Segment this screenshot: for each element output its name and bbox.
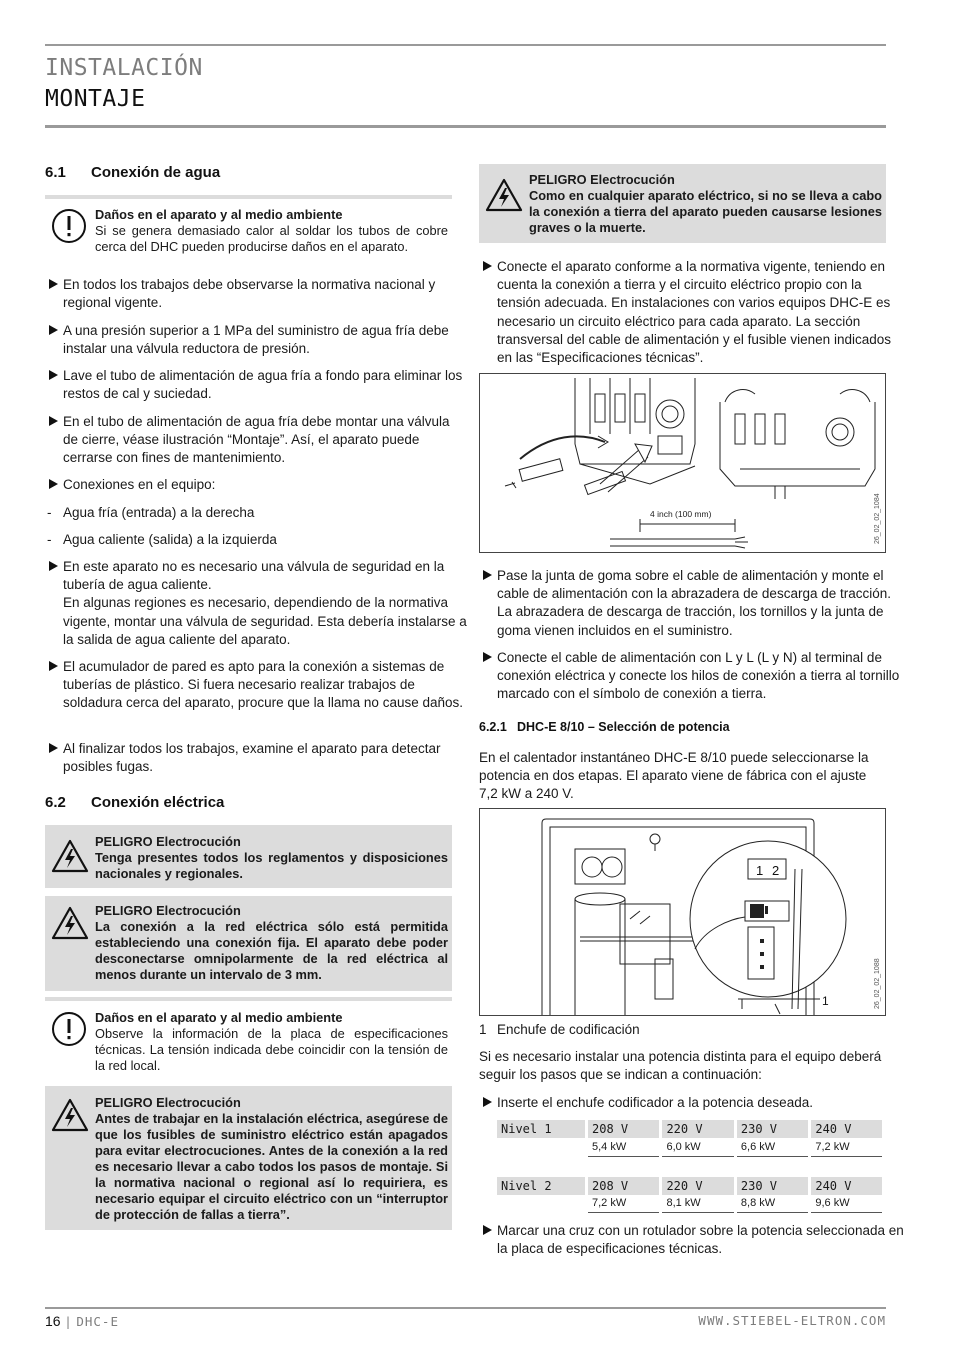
voltage-cell: 240 V: [810, 1177, 882, 1195]
list-item-dash: - Agua fría (entrada) a la derecha: [47, 505, 255, 520]
list-item: Inserte el enchufe codificador a la potencia deseada.: [479, 1094, 904, 1112]
list-item: Conecte el aparato conforme a la normativa vigente, teniendo en cuenta la conexión a tierra y el circuito eléctrico propio con la tensión adecuada. En instalaciones con varios equipos DHC-E es necesario un circuito eléctrico para cada aparato. La sección transversal del cable de alimentación y el fusible vienen indicados en las “Especificaciones técnicas”.: [479, 258, 904, 367]
power-cell: 7,2 kW: [810, 1138, 882, 1156]
arrow-bullet-icon: [49, 561, 58, 571]
list-item: El acumulador de pared es apto para la conexión a sistemas de tuberías de plástico. Si fuera necesario realizar trabajos de soldadura cerca del aparato, procure que la llama no cause daños.: [45, 658, 468, 713]
power-cell: 6,6 kW: [735, 1138, 809, 1156]
voltage-cell: 208 V: [587, 1177, 661, 1195]
list-item: Marcar una cruz con un rotulador sobre la potencia seleccionada en la placa de especificaciones técnicas.: [479, 1222, 904, 1258]
power-cell: 6,0 kW: [661, 1138, 735, 1156]
section-title: Conexión de agua: [91, 164, 221, 181]
voltage-cell: 220 V: [661, 1120, 735, 1138]
voltage-cell: 208 V: [587, 1120, 661, 1138]
header-bottom-rule: [45, 125, 886, 128]
arrow-bullet-icon: [49, 743, 58, 753]
arrow-bullet-icon: [49, 279, 58, 289]
list-item: Conecte el cable de alimentación con L y L (L y N) al terminal de conexión eléctrica y conecte los hilos de conexión a tierra al tornillo marcado con el símbolo de conexión a tierra.: [479, 649, 904, 704]
paragraph: Si es necesario instalar una potencia distinta para el equipo deberá seguir los pasos que se indican a continuación:: [479, 1049, 882, 1083]
footer-rule: [45, 1307, 886, 1309]
warning-title: PELIGRO Electrocución: [529, 172, 675, 187]
arrow-bullet-icon: [483, 570, 492, 580]
arrow-bullet-icon: [49, 416, 58, 426]
list-item: Al finalizar todos los trabajos, examine el aparato para detectar posibles fugas.: [45, 740, 468, 776]
warning-text: Antes de trabajar en la instalación eléctrica, asegúrese de que los fusibles de suministro eléctrico están apagados para evitar electrocuciones. Antes de la conexión a la red es necesario llevar a cabo todos los pasos de montaje. Si la normativa nacional o regional así lo requiriera, es necesario equipar el circuito eléctrico con un “interruptor de protección de fallas a tierra”.: [95, 1111, 448, 1222]
notice-box: [45, 195, 452, 259]
warning-box: [45, 896, 452, 991]
notice-title: Daños en el aparato y al medio ambiente: [95, 1010, 343, 1025]
power-selection-illustration: [480, 809, 885, 1015]
warning-box: [479, 164, 886, 243]
legend-text: Enchufe de codificación: [497, 1022, 640, 1037]
page-number: 16: [45, 1313, 61, 1329]
warning-title: PELIGRO Electrocución: [95, 1095, 241, 1110]
notice-box: [45, 997, 452, 1072]
list-item: Pase la junta de goma sobre el cable de alimentación y monte el cable de alimentación con la abrazadera de descarga de tracción. La abrazadera de descarga de tracción, los tornillos y la junta de goma vienen incluidos en el suministro.: [479, 567, 904, 640]
arrow-bullet-icon: [483, 652, 492, 662]
arrow-bullet-icon: [483, 261, 492, 271]
paragraph: En el calentador instantáneo DHC-E 8/10 puede seleccionarse la potencia en dos etapas. El aparato viene de fábrica con el ajuste 7,2 kW a 240 V.: [479, 750, 869, 802]
exclamation-circle-icon: [51, 208, 87, 244]
notice-title: Daños en el aparato y al medio ambiente: [95, 207, 343, 222]
high-voltage-warning-icon: [485, 178, 523, 212]
section-number: 6.1: [45, 164, 66, 181]
power-level-table: [497, 1120, 882, 1213]
list-item: Conexiones en el equipo:: [45, 476, 468, 494]
arrow-bullet-icon: [49, 325, 58, 335]
section-title: DHC-E 8/10 – Selección de potencia: [517, 720, 730, 734]
voltage-cell: 230 V: [735, 1120, 809, 1138]
high-voltage-warning-icon: [51, 839, 89, 873]
list-item: En todos los trabajos debe observarse la normativa nacional y regional vigente.: [45, 276, 468, 312]
page-title: MONTAJE: [45, 86, 146, 112]
list-item: A una presión superior a 1 MPa del suministro de agua fría debe instalar una válvula reductora de presión.: [45, 322, 468, 358]
arrow-bullet-icon: [49, 370, 58, 380]
warning-title: PELIGRO Electrocución: [95, 834, 241, 849]
arrow-bullet-icon: [49, 661, 58, 671]
terminal-connection-illustration: [480, 374, 885, 552]
coding-plug-figure: [479, 808, 886, 1016]
arrow-bullet-icon: [49, 479, 58, 489]
model-name: DHC-E: [76, 1314, 119, 1329]
table-row: [497, 1177, 882, 1195]
section-number: 6.2.1: [479, 720, 507, 734]
voltage-cell: 230 V: [735, 1177, 809, 1195]
voltage-cell: 220 V: [661, 1177, 735, 1195]
power-cell: 7,2 kW: [587, 1195, 661, 1213]
plug-position-2: 2: [772, 863, 780, 878]
level-label: Nivel 2: [497, 1177, 587, 1195]
header-top-rule: [45, 44, 886, 46]
notice-text: Observe la información de la placa de especificaciones técnicas. La tensión indicada debe coincidir con la tensión de la red local.: [95, 1026, 448, 1073]
power-cell: 8,1 kW: [661, 1195, 735, 1213]
dimension-label: 4 inch (100 mm): [650, 509, 712, 519]
figure-code: 26_02_02_1088: [874, 958, 881, 1009]
power-cell: 9,6 kW: [810, 1195, 882, 1213]
footer-url: WWW.STIEBEL-ELTRON.COM: [698, 1313, 886, 1328]
power-cell: 8,8 kW: [735, 1195, 809, 1213]
plug-position-1: 1: [756, 863, 764, 878]
warning-box: [45, 1086, 452, 1230]
warning-text: Como en cualquier aparato eléctrico, si no se lleva a cabo la conexión a tierra del aparato pueden causarse lesiones graves o la muerte.: [529, 188, 882, 235]
callout-number: 1: [822, 994, 829, 1008]
warning-text: La conexión a la red eléctrica sólo está permitida estableciendo una conexión fija. El aparato debe poder desconectarse omnipolarmente de la red eléctrica al menos durante un intervalo de 3 mm.: [95, 919, 448, 982]
table-row: [497, 1120, 882, 1138]
section-title: Conexión eléctrica: [91, 794, 225, 811]
list-item: En el tubo de alimentación de agua fría debe montar una válvula de cierre, véase ilustración “Montaje”. Así, el aparato puede cerrarse con fines de mantenimiento.: [45, 413, 468, 468]
legend-number: 1: [479, 1022, 487, 1037]
exclamation-circle-icon: [51, 1011, 87, 1047]
power-cell: 5,4 kW: [587, 1138, 661, 1156]
list-item: Lave el tubo de alimentación de agua fría a fondo para eliminar los restos de cal y suciedad.: [45, 367, 468, 403]
table-row: [497, 1138, 882, 1156]
level-label: Nivel 1: [497, 1120, 587, 1138]
warning-title: PELIGRO Electrocución: [95, 903, 241, 918]
high-voltage-warning-icon: [51, 1098, 89, 1132]
warning-box: [45, 825, 452, 888]
arrow-bullet-icon: [483, 1097, 492, 1107]
figure-legend: [479, 1021, 886, 1039]
installation-figure: [479, 373, 886, 553]
voltage-cell: 240 V: [810, 1120, 882, 1138]
chapter-title: INSTALACIÓN: [45, 55, 203, 81]
figure-code: 26_02_02_1084: [874, 493, 881, 544]
section-6-2-heading: [45, 794, 224, 811]
high-voltage-warning-icon: [51, 906, 89, 940]
table-row: [497, 1195, 882, 1213]
list-item-dash: - Agua caliente (salida) a la izquierda: [47, 532, 277, 547]
section-6-1-heading: [45, 164, 220, 181]
footer-left: 16 | DHC-E: [45, 1313, 119, 1329]
section-6-2-1-heading: [479, 720, 730, 734]
list-item: En este aparato no es necesario una válvula de seguridad en la tubería de agua caliente. En algunas regiones es necesario, dependiendo de la normativa vigente, montar una válvula de seguridad. Esta debería instalarse a la salida de agua caliente del aparato.: [45, 558, 468, 649]
arrow-bullet-icon: [483, 1225, 492, 1235]
notice-text: Si se genera demasiado calor al soldar los tubos de cobre cerca del DHC pueden producirse daños en el aparato.: [95, 223, 448, 254]
section-number: 6.2: [45, 794, 66, 811]
warning-text: Tenga presentes todos los reglamentos y disposiciones nacionales y regionales.: [95, 850, 448, 881]
